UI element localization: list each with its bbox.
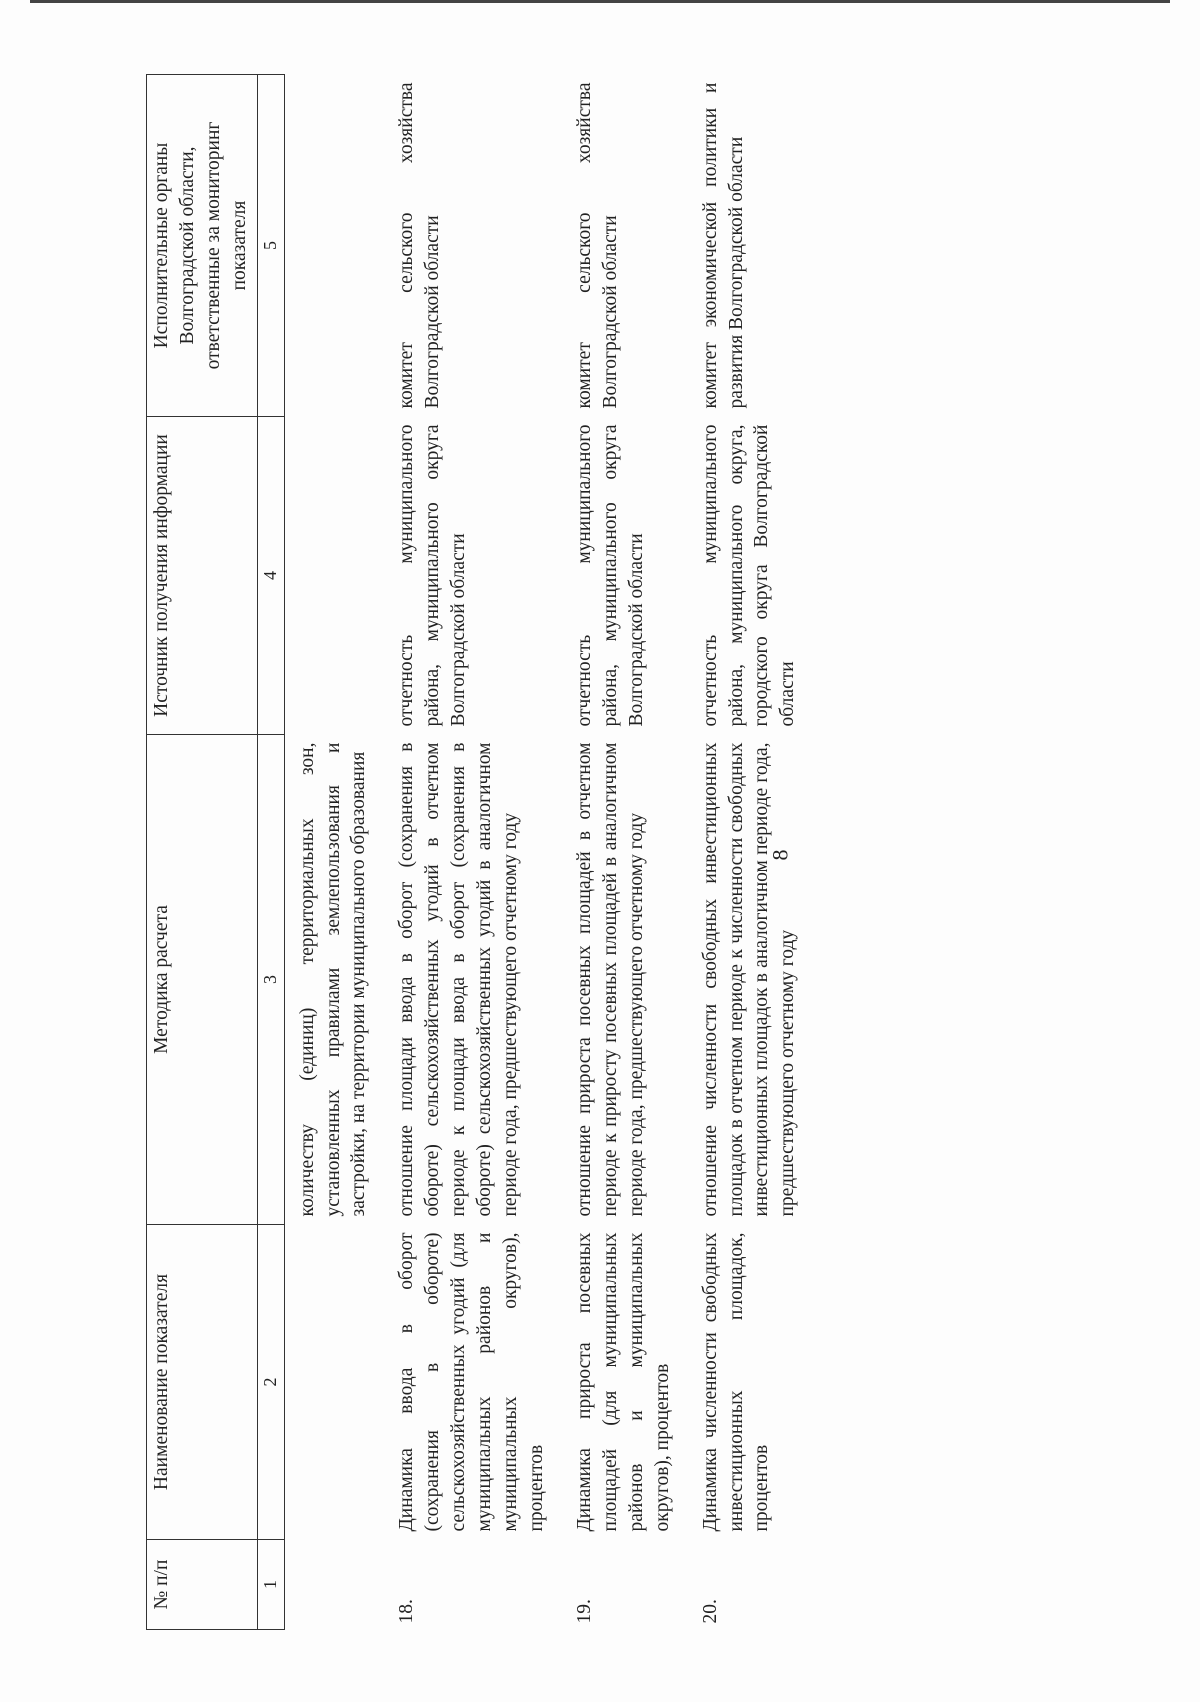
scan-top-edge <box>30 0 1170 3</box>
indicator-name: Динамика прироста посевных площадей (для муниципальных районов и муниципальных округов), процентов <box>573 1232 673 1532</box>
header-method: Методика расчета <box>147 735 258 1225</box>
column-number: 3 <box>257 735 284 1225</box>
column-number: 2 <box>257 1225 284 1540</box>
calculation-method: отношение прироста посевных площадей в отчетном периоде к приросту посевных площадей в аналогичном периоде года, предшествующего отчетному году <box>573 742 647 1217</box>
indicator-name: Динамика численности свободных инвестиционных площадок, процентов <box>699 1232 773 1532</box>
responsible-body: комитет сельского хозяйства Волгоградской области <box>573 82 621 409</box>
header-source: Источник получения информации <box>147 417 258 735</box>
page-number: 8 <box>767 849 793 861</box>
calculation-method: количеству (единиц) территориальных зон, установленных правилами землепользования и застройки, на территории муниципального образования <box>296 742 370 1217</box>
column-number: 4 <box>257 417 284 735</box>
header-name: Наименование показателя <box>147 1225 258 1540</box>
responsible-body <box>284 75 392 417</box>
header-row <box>147 75 258 1630</box>
calculation-method: отношение площади ввода в оборот (сохранения в обороте) сельскохозяйственных угодий в отчетном периоде к площади ввода в оборот (сохранения в обороте) сельскохозяйственных угодий в аналогичном периоде года, предшествующего отчетному году <box>396 742 522 1217</box>
indicator-name: Динамика ввода в оборот (сохранения в обороте) сельскохозяйственных угодий (для муниципальных районов и муниципальных округов), процентов <box>396 1232 547 1532</box>
table-body <box>284 75 821 1630</box>
row-number <box>284 1540 392 1630</box>
info-source: отчетность муниципального района, муниципального округа Волгоградской области <box>573 424 647 727</box>
table-row <box>696 75 822 1630</box>
table-row <box>392 75 570 1630</box>
info-source: отчетность муниципального района, муниципального округа, городского округа Волгоградской области <box>699 424 799 727</box>
indicators-table <box>146 74 821 1630</box>
header-responsible: Исполнительные органы Волгоградской области, ответственные за мониторинг показателя <box>147 75 258 417</box>
table-row <box>284 75 392 1630</box>
table-row <box>570 75 696 1630</box>
indicator-name <box>284 1225 392 1540</box>
calculation-method: отношение численности свободных инвестиционных площадок в отчетном периоде к численности свободных инвестиционных площадок в аналогичном периоде года, предшествующего отчетному году <box>699 742 799 1217</box>
responsible-body: комитет сельского хозяйства Волгоградской области <box>396 82 444 409</box>
table-header <box>147 75 285 1630</box>
column-number-row <box>257 75 284 1630</box>
responsible-body: комитет экономической политики и развития Волгоградской области <box>699 82 747 409</box>
row-number: 20. <box>699 1599 721 1624</box>
info-source <box>284 417 392 735</box>
info-source: отчетность муниципального района, муниципального округа Волгоградской области <box>396 424 470 727</box>
header-num: № п/п <box>147 1540 258 1630</box>
row-number: 19. <box>573 1599 595 1624</box>
column-number: 5 <box>257 75 284 417</box>
row-number: 18. <box>396 1599 418 1624</box>
rotated-table-container <box>146 75 926 1630</box>
column-number: 1 <box>257 1540 284 1630</box>
